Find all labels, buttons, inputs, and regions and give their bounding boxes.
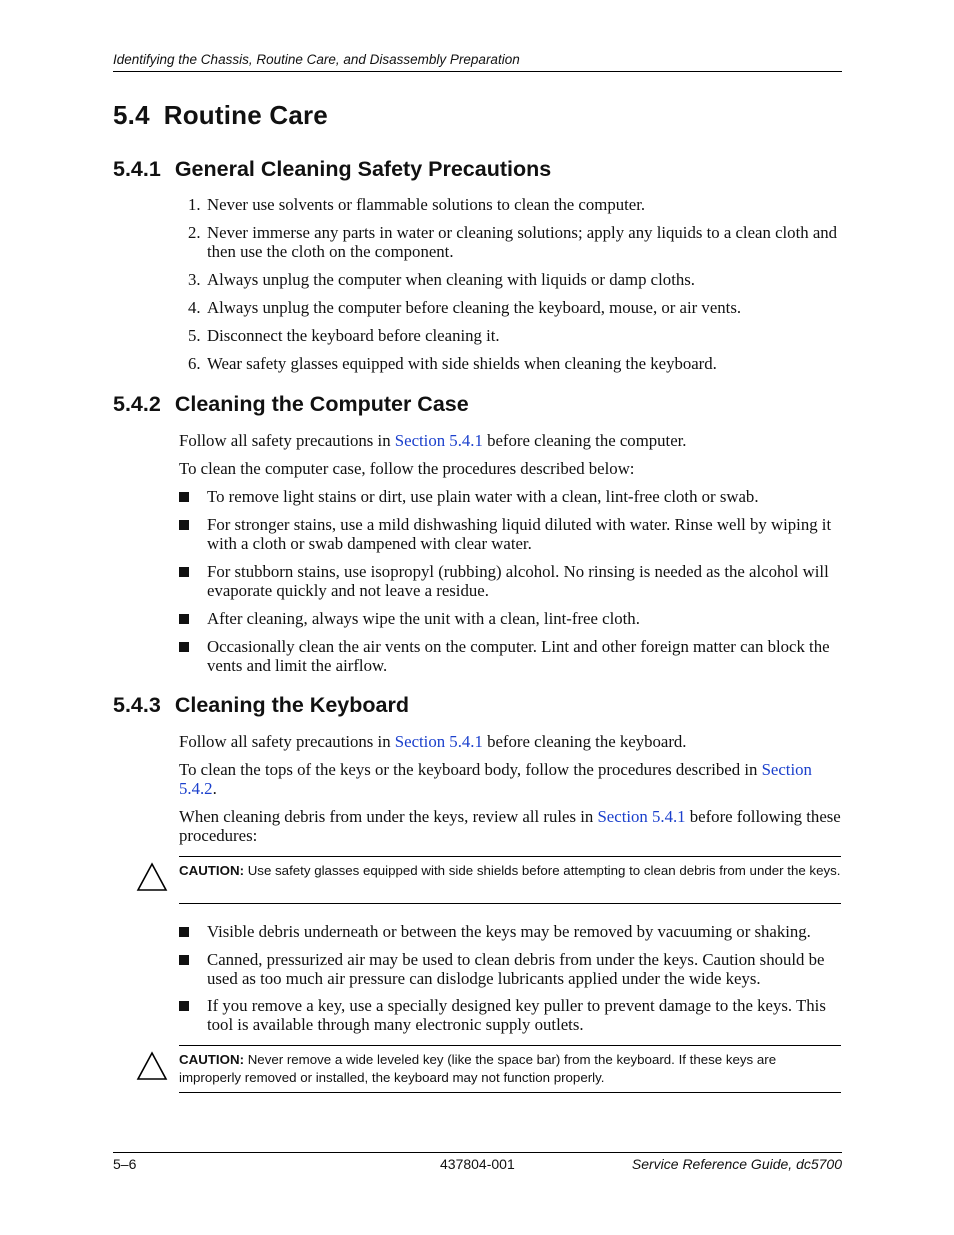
guide-title: Service Reference Guide, dc5700 [631,1156,842,1172]
section-number: 5.4 [113,100,150,130]
paragraph [179,807,841,845]
caution-text: Use safety glasses equipped with side shields before attempting to clean debris from under the keys. [244,863,841,878]
bullet-text: If you remove a key, use a specially designed key puller to prevent damage to the keys. This tool is available through many electronic supply outlets. [207,996,826,1034]
running-title: Identifying the Chassis, Routine Care, and Disassembly Preparation [113,52,520,67]
square-bullet-icon [179,515,207,534]
list-item [179,326,841,345]
square-bullet-icon [179,637,207,656]
subsection-number: 5.4.2 [113,392,161,416]
part-number: 437804-001 [440,1156,515,1172]
bullet-item [179,487,841,506]
caution-box [179,856,841,904]
list-number: 4. [188,298,201,317]
section-title: Routine Care [163,100,328,130]
page-number: 5–6 [113,1156,137,1172]
list-number: 5. [188,326,201,345]
list-item-text: Always unplug the computer before cleaning the keyboard, mouse, or air vents. [207,298,742,317]
square-bullet-icon [179,996,207,1015]
subsection-heading-5-4-3 [113,693,409,718]
list-item [179,298,841,317]
list-number: 3. [188,270,201,289]
paragraph [179,459,841,478]
bullet-item [179,950,841,988]
paragraph [179,760,841,798]
subsection-title: Cleaning the Keyboard [174,693,409,717]
square-bullet-icon [179,950,207,969]
bullet-text: To remove light stains or dirt, use plain water with a clean, lint-free cloth or swab. [207,487,759,506]
caution-triangle-icon [136,1051,168,1081]
list-item-text: Wear safety glasses equipped with side shields when cleaning the keyboard. [207,354,717,373]
list-item-text: Never immerse any parts in water or cleaning solutions; apply any liquids to a clean cloth and then use the cloth on the component. [207,223,838,261]
page-footer [113,1152,842,1172]
list-item-text: Always unplug the computer when cleaning with liquids or damp cloths. [207,270,695,289]
bullet-text: After cleaning, always wipe the unit with a clean, lint-free cloth. [207,609,640,628]
caution-label: CAUTION: [179,1052,244,1067]
bullet-item [179,637,841,675]
bullet-item [179,609,841,628]
caution-label: CAUTION: [179,863,244,878]
subsection-number: 5.4.3 [113,693,161,717]
subsection-heading-5-4-2 [113,392,469,417]
paragraph-text: To clean the computer case, follow the procedures described below: [179,459,635,478]
bullet-item [179,515,841,553]
subsection-title: Cleaning the Computer Case [174,392,469,416]
bullet-text: Visible debris underneath or between the keys may be removed by vacuuming or shaking. [207,922,811,941]
list-item [179,354,841,373]
bullet-text: Canned, pressurized air may be used to clean debris from under the keys. Caution should be used as too much air pressure can dislodge lubricants applied under the wide keys. [207,950,825,988]
caution-box [179,1045,841,1093]
list-number: 2. [188,223,201,242]
subsection-number: 5.4.1 [113,157,161,181]
caution-triangle-icon [136,862,168,892]
list-number: 6. [188,354,201,373]
paragraph-text: before cleaning the computer. [482,431,687,450]
bullet-item [179,562,841,600]
bullet-text: For stubborn stains, use isopropyl (rubbing) alcohol. No rinsing is needed as the alcohol will evaporate quickly and not leave a residue. [207,562,829,600]
paragraph-text: . [212,779,217,798]
list-item [179,223,841,261]
square-bullet-icon [179,922,207,941]
list-number: 1. [188,195,201,214]
list-item [179,270,841,289]
paragraph [179,732,841,751]
paragraph-text: Follow all safety precautions in [179,732,395,751]
list-item-text: Disconnect the keyboard before cleaning it. [207,326,500,345]
running-header [113,52,842,72]
bullet-text: For stronger stains, use a mild dishwashing liquid diluted with water. Rinse well by wiping it with a cloth or swab dampened with clear water. [207,515,832,553]
paragraph-text: When cleaning debris from under the keys, review all rules in [179,807,598,826]
paragraph-text: Follow all safety precautions in [179,431,395,450]
bullet-item [179,996,841,1034]
subsection-heading-5-4-1 [113,157,551,182]
paragraph [179,431,841,450]
section-5-4-1-link[interactable]: Section 5.4.1 [597,807,686,826]
list-item-text: Never use solvents or flammable solutions to clean the computer. [207,195,646,214]
square-bullet-icon [179,609,207,628]
square-bullet-icon [179,487,207,506]
paragraph-text: before cleaning the keyboard. [482,732,687,751]
paragraph-text: To clean the tops of the keys or the keyboard body, follow the procedures described in [179,760,762,779]
link-text: 5.4.2 [179,779,213,798]
caution-text: Never remove a wide leveled key (like the space bar) from the keyboard. If these keys are improperly removed or installed, the keyboard may not function properly. [179,1052,777,1085]
subsection-title: General Cleaning Safety Precautions [174,157,552,181]
bullet-text: Occasionally clean the air vents on the computer. Lint and other foreign matter can block the vents and limit the airflow. [207,637,830,675]
bullet-item [179,922,841,941]
paragraph-text: before following these procedures: [179,807,841,845]
section-5-4-1-link[interactable]: Section 5.4.1 [394,431,483,450]
section-5-4-1-link[interactable]: Section 5.4.1 [394,732,483,751]
list-item [179,195,841,214]
link-text: Section [761,760,812,779]
section-heading [113,100,328,131]
square-bullet-icon [179,562,207,581]
